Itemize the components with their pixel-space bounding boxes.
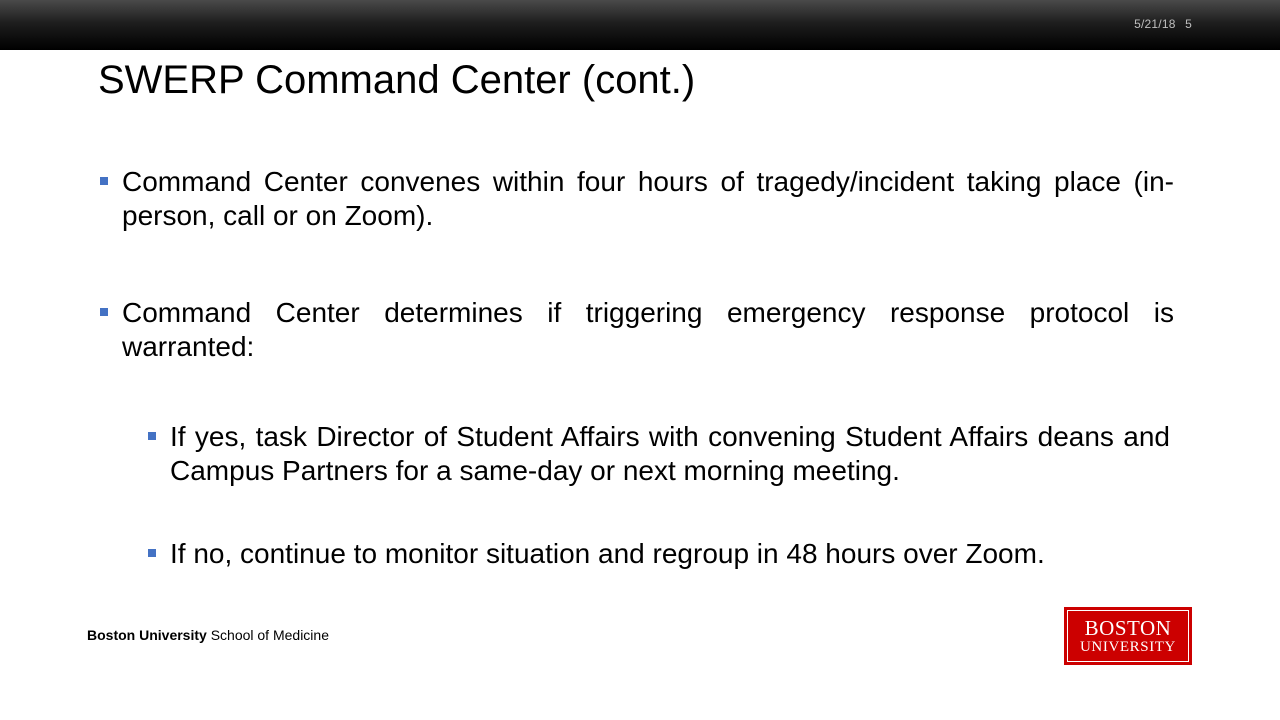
logo-frame [1067,610,1189,662]
top-bar [0,0,1280,50]
bullet-item [122,165,1174,233]
sub-bullet-text: If yes, task Director of Student Affairs with convening Student Affairs deans and Campus Partners for a same-day or next morning meeting. [170,421,1170,486]
boston-university-logo [1064,607,1192,665]
footer-affiliation [87,627,329,643]
logo-line-university: UNIVERSITY [1080,638,1176,655]
sub-bullet-text: If no, continue to monitor situation and regroup in 48 hours over Zoom. [170,538,1045,569]
slide-page-number: 5 [1185,17,1192,31]
bullet-text: Command Center determines if triggering emergency response protocol is warranted: [122,297,1174,362]
bullet-item [122,296,1174,364]
bullet-square-icon [100,308,108,316]
bullet-square-icon [148,432,156,440]
sub-bullet-item [170,420,1170,488]
slide-title: SWERP Command Center (cont.) [98,58,696,102]
footer-university: Boston University [87,627,207,643]
bullet-square-icon [148,549,156,557]
bullet-text: Command Center convenes within four hours of tragedy/incident taking place (in-person, call or on Zoom). [122,166,1174,231]
logo-line-boston: BOSTON [1084,615,1172,640]
slide-meta [1134,17,1192,31]
footer-school: School of Medicine [210,627,329,643]
slide-date: 5/21/18 [1134,17,1176,31]
bullet-square-icon [100,177,108,185]
sub-bullet-item [170,537,1170,571]
